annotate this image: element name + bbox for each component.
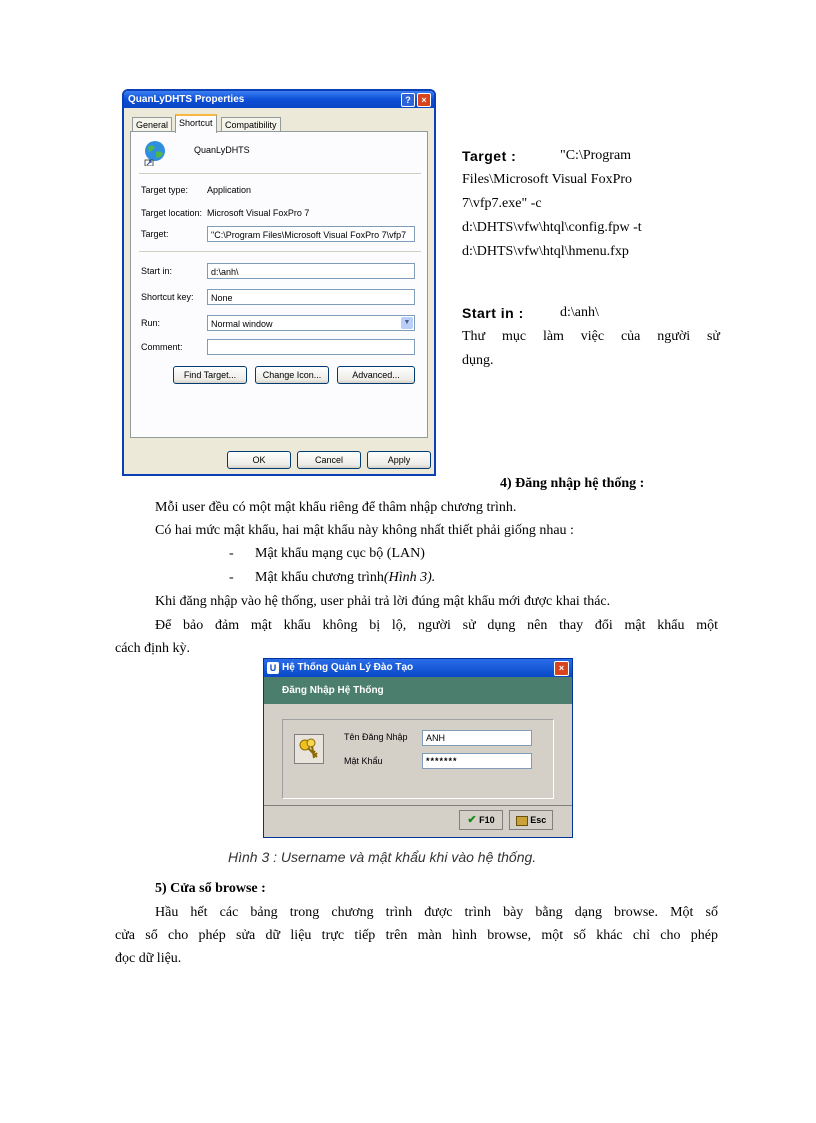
tab-shortcut[interactable]: Shortcut — [175, 114, 217, 133]
bullet-dash-2: - — [229, 570, 234, 585]
section5-line2: cửa sổ cho phép sửa dữ liệu trực tiếp trên màn hình browse, một số khác chỉ cho phép — [115, 928, 718, 943]
target-note-line3: 7\vfp7.exe" -c — [462, 196, 542, 211]
username-field[interactable]: ANH — [422, 730, 532, 746]
cancel-button[interactable]: Cancel — [297, 451, 361, 469]
target-type-label: Target type: — [141, 185, 189, 195]
properties-title: QuanLyDHTS Properties — [128, 94, 245, 105]
target-location-label: Target location: — [141, 208, 203, 218]
tab-compatibility[interactable]: Compatibility — [221, 117, 281, 132]
shortcut-panel — [130, 131, 428, 438]
apply-button[interactable]: Apply — [367, 451, 431, 469]
target-label: Target: — [141, 229, 169, 239]
startin-note-value: d:\anh\ — [560, 305, 599, 320]
keys-icon — [294, 734, 324, 764]
run-select-value: Normal window — [211, 319, 273, 329]
section4-paragraph-4-line1: Để bảo đảm mật khẩu không bị lộ, người sử dụng nên thay đổi mật khẩu một — [155, 618, 718, 633]
shortcut-key-label: Shortcut key: — [141, 292, 194, 302]
close-button[interactable]: × — [417, 93, 431, 107]
login-title-bar — [264, 659, 572, 677]
target-note-line1: "C:\Program — [560, 148, 632, 163]
bullet-program-text: Mật khẩu chương trình — [255, 570, 384, 585]
chevron-down-icon[interactable]: ▼ — [401, 317, 413, 329]
run-label: Run: — [141, 318, 161, 328]
shortcut-key-field[interactable]: None — [207, 289, 415, 305]
target-location-value: Microsoft Visual FoxPro 7 — [207, 208, 310, 218]
target-note-line2: Files\Microsoft Visual FoxPro — [462, 172, 633, 187]
figure-caption: Hình 3 : Username và mật khẩu khi vào hệ thống. — [228, 849, 537, 865]
help-button[interactable]: ? — [401, 93, 415, 107]
figure-reference: (Hình 3). — [383, 570, 436, 585]
target-note — [462, 144, 722, 264]
change-icon-button[interactable]: Change Icon... — [255, 366, 329, 384]
start-in-label: Start in: — [141, 266, 173, 276]
bullet-program — [255, 566, 435, 590]
ok-button[interactable]: OK — [227, 451, 291, 469]
shortcut-name: QuanLyDHTS — [194, 145, 250, 155]
bullet-dash-1: - — [229, 546, 234, 561]
tab-general[interactable]: General — [132, 117, 172, 132]
login-dialog — [263, 658, 573, 838]
properties-dialog — [122, 89, 436, 476]
esc-button-label: Esc — [530, 815, 547, 825]
section5-heading: 5) Cửa sổ browse : — [155, 881, 266, 896]
application-globe-icon — [143, 140, 167, 166]
startin-note-label: Start in : — [462, 305, 524, 321]
startin-note — [462, 301, 720, 373]
app-logo-icon: U — [267, 662, 279, 674]
target-type-value: Application — [207, 185, 252, 195]
comment-label: Comment: — [141, 342, 183, 352]
section5-line1: Hầu hết các bảng trong chương trình được trình bày bằng dạng browse. Một số — [155, 905, 718, 920]
startin-note-desc1: Thư mục làm việc của người sử — [462, 329, 720, 344]
checkmark-icon: ✔ — [467, 814, 477, 826]
section4-paragraph-1: Mỗi user đều có một mật khẩu riêng để thâm nhập chương trình. — [155, 500, 517, 515]
section5-line3: đọc dữ liệu. — [115, 951, 182, 966]
exit-folder-icon — [516, 816, 528, 826]
find-target-button[interactable]: Find Target... — [173, 366, 247, 384]
target-field[interactable]: "C:\Program Files\Microsoft Visual FoxPro 7\vfp7 — [207, 226, 415, 242]
f10-ok-button[interactable] — [459, 810, 503, 830]
startin-note-desc2: dụng. — [462, 353, 494, 368]
run-select[interactable] — [207, 315, 415, 331]
target-note-line5: d:\DHTS\vfw\htql\hmenu.fxp — [462, 244, 629, 259]
target-note-line4: d:\DHTS\vfw\htql\config.fpw -t — [462, 220, 642, 235]
password-label: Mật Khẩu — [344, 756, 383, 766]
section4-paragraph-3: Khi đăng nhập vào hệ thống, user phải trả lời đúng mật khẩu mới được khai thác. — [155, 594, 611, 609]
advanced-button[interactable]: Advanced... — [337, 366, 415, 384]
properties-title-bar — [124, 91, 434, 108]
start-in-field[interactable]: d:\anh\ — [207, 263, 415, 279]
section4-paragraph-2: Có hai mức mật khẩu, hai mật khẩu này không nhất thiết phải giống nhau : — [155, 523, 574, 538]
login-close-button[interactable]: × — [554, 661, 569, 676]
login-header: Đăng Nhập Hệ Thống — [264, 677, 572, 704]
esc-button[interactable] — [509, 810, 553, 830]
username-label: Tên Đăng Nhập — [344, 732, 408, 742]
bullet-lan: Mật khẩu mạng cục bộ (LAN) — [255, 546, 425, 561]
section4-heading: 4) Đăng nhập hệ thống : — [500, 476, 645, 491]
f10-button-label: F10 — [479, 815, 495, 825]
comment-field[interactable] — [207, 339, 415, 355]
password-field[interactable]: ******* — [422, 753, 532, 769]
login-title: Hệ Thống Quản Lý Đào Tạo — [282, 662, 414, 673]
target-note-label: Target : — [462, 148, 517, 164]
section4-paragraph-4-line2: cách định kỳ. — [115, 641, 191, 656]
